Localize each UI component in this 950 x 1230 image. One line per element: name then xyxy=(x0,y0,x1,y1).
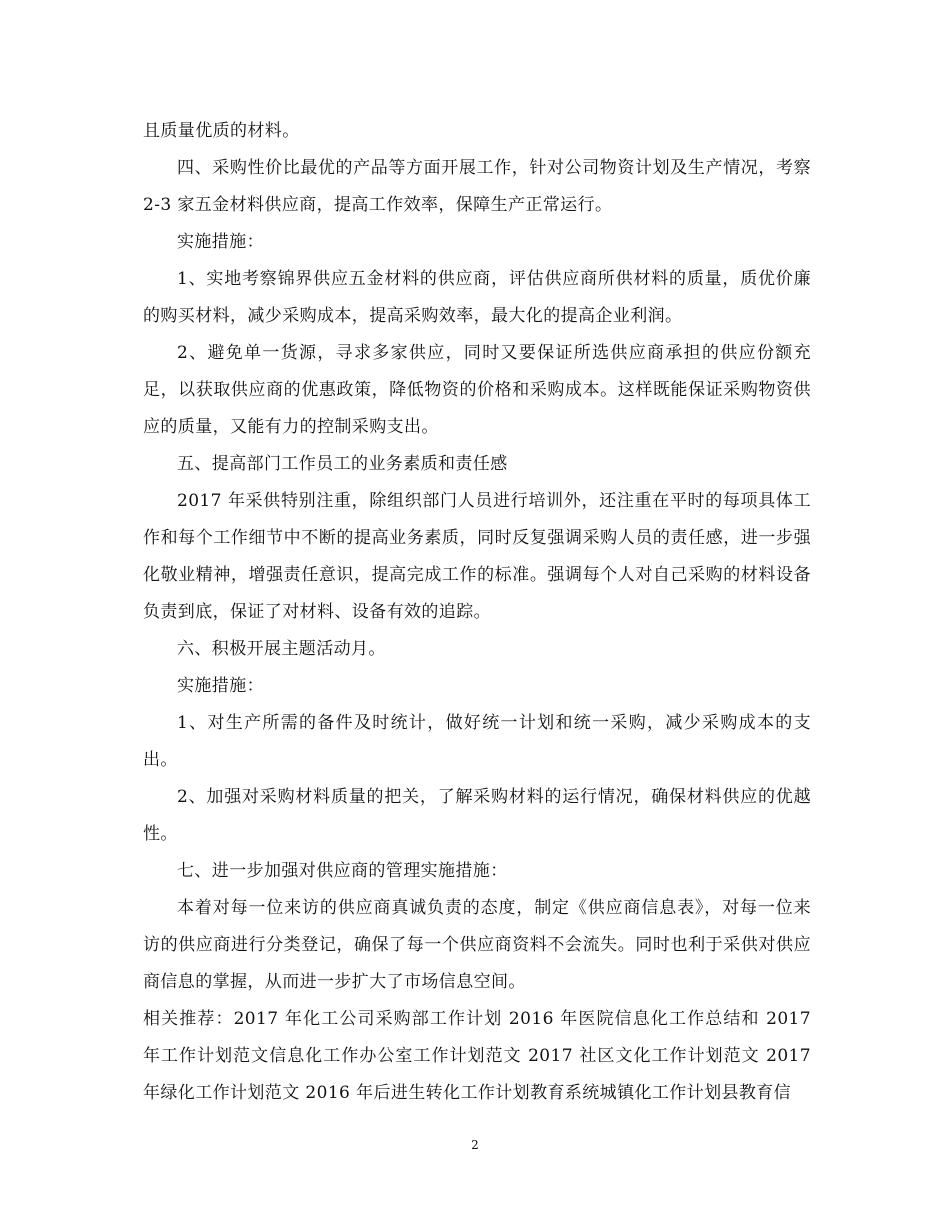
paragraph-related-recommendations: 相关推荐：2017 年化工公司采购部工作计划 2016 年医院信息化工作总结和 2017 年工作计划范文信息化工作办公室工作计划范文 2017 社区文化工作计划范文 2017 年绿化工作计划范文 2016 年后进生转化工作计划教育系统城镇化工作计划县教育信 xyxy=(143,1009,811,1103)
paragraph-measures-heading: 实施措施： xyxy=(177,232,264,252)
paragraph-measure-1b: 1、对生产所需的备件及时统计，做好统一计划和统一采购，减少采购成本的支出。 xyxy=(143,713,811,770)
paragraph-measure-1: 1、实地考察锦界供应五金材料的供应商，评估供应商所供材料的质量，质优价廉的购买材料，减少采购成本，提高采购效率，最大化的提高企业利润。 xyxy=(143,269,811,326)
paragraph-section-seven-body: 本着对每一位来访的供应商真诚负责的态度，制定《供应商信息表》，对每一位来访的供应商进行分类登记，确保了每一个供应商资料不会流失。同时也利于采供对供应商信息的掌握，从而进一步扩大了市场信息空间。 xyxy=(143,898,811,992)
paragraph-section-five: 五、提高部门工作员工的业务素质和责任感 xyxy=(177,454,508,474)
paragraph-measure-2b: 2、加强对采购材料质量的把关，了解采购材料的运行情况，确保材料供应的优越性。 xyxy=(143,787,811,844)
paragraph-section-six: 六、积极开展主题活动月。 xyxy=(177,639,386,659)
paragraph-section-seven: 七、进一步加强对供应商的管理实施措施： xyxy=(177,861,508,881)
paragraph-measure-2: 2、避免单一货源，寻求多家供应，同时又要保证所选供应商承担的供应份额充足，以获取供应商的优惠政策，降低物资的价格和采购成本。这样既能保证采购物资供应的质量，又能有力的控制采购支出。 xyxy=(143,343,811,437)
document-body xyxy=(143,113,811,1112)
page-number: 2 xyxy=(471,1138,479,1152)
paragraph-measures-heading-2: 实施措施： xyxy=(177,676,264,696)
paragraph-material-quality: 且质量优质的材料。 xyxy=(143,121,300,141)
paragraph-section-five-body: 2017 年采供特别注重，除组织部门人员进行培训外，还注重在平时的每项具体工作和每个工作细节中不断的提高业务素质，同时反复强调采购人员的责任感，进一步强化敬业精神，增强责任意识，提高完成工作的标准。强调每个人对自己采购的材料设备负责到底，保证了对材料、设备有效的追踪。 xyxy=(143,491,811,622)
paragraph-section-four: 四、采购性价比最优的产品等方面开展工作，针对公司物资计划及生产情况，考察 2-3 家五金材料供应商，提高工作效率，保障生产正常运行。 xyxy=(143,158,811,215)
